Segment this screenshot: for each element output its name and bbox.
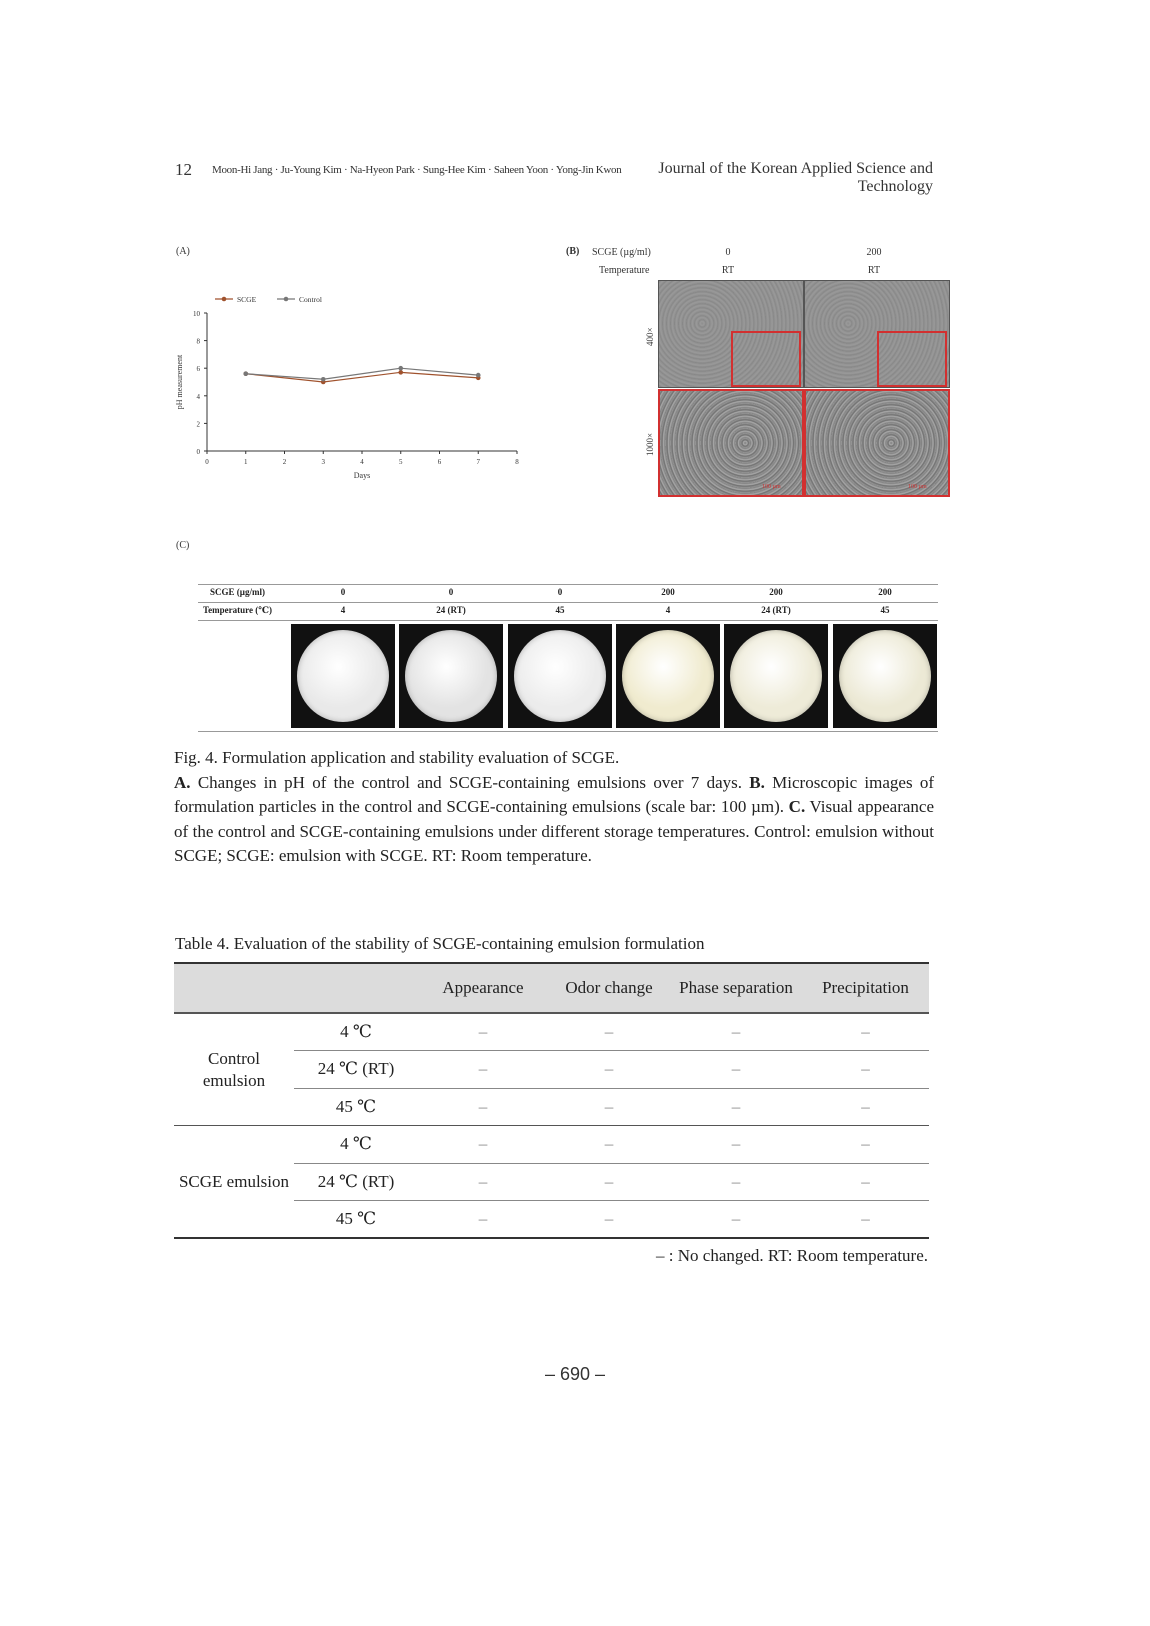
panel-c-temp-1: 24 (RT) [436,605,466,615]
y-tick-label: 10 [193,310,200,318]
micro-image-control-400x [658,280,804,388]
micro-image-scge-1000x [804,389,950,497]
panel-b-label: (B) [566,246,580,257]
y-axis-label: pH measurement [175,354,184,410]
journal-title: Journal of the Korean Applied Science and Technology [658,160,933,195]
result-cell: – [731,1022,741,1041]
x-tick-label: 1 [244,458,248,466]
author-line: Moon-Hi Jang · Ju-Young Kim · Na-Hyeon Park · Sung-Hee Kim · Saheen Yoon · Yong-Jin Kwon [212,164,622,176]
result-cell: – [731,1059,741,1079]
y-tick-label: 0 [196,448,200,456]
col-header-phase: Phase separation [679,978,793,997]
legend-label: Control [299,295,322,304]
panel-c-temp-label: Temperature (℃) [203,605,273,615]
panel-c-temp-3: 4 [665,605,671,615]
result-cell: – [478,1022,488,1041]
data-point-control [321,377,326,382]
data-point-control [476,373,481,378]
table4-title: Table 4. Evaluation of the stability of SCGE-containing emulsion formulation [175,934,705,953]
y-tick-label: 2 [196,420,200,429]
panel-b-temp-200: RT [867,265,881,276]
result-cell: – [861,1096,870,1116]
emulsion-dish [297,630,389,722]
panel-c-conc-1: 0 [448,587,454,597]
panel-c-temp-5: 45 [880,605,890,615]
legend-marker [222,297,227,302]
data-point-control [398,366,403,371]
result-cell: – [731,1096,741,1116]
panel-c-conc-4: 200 [769,587,783,597]
emulsion-dish [514,630,606,722]
data-point-control [243,371,248,376]
scale-bar-label: 100 µm [908,484,927,490]
emulsion-photo-1 [399,624,503,728]
result-cell: – [478,1209,488,1228]
emulsion-dish [622,630,714,722]
col-header-precipitation: Precipitation [822,978,909,997]
figure-caption-title: Fig. 4. Formulation application and stability evaluation of SCGE. [174,748,620,767]
legend-label: SCGE [237,295,257,304]
table-row [174,1013,929,1051]
figure-caption [174,746,934,869]
y-tick-label: 4 [196,392,200,401]
result-cell: – [604,1096,614,1116]
page-number: 12 [175,160,192,179]
panel-c-temp-4: 24 (RT) [761,605,791,615]
zoom-inset [731,331,801,387]
emulsion-photo-2 [508,624,612,728]
temperature-cell: 24 ℃ (RT) [317,1059,395,1079]
result-cell: – [861,1171,870,1191]
group-label: Control emulsion [174,1013,294,1126]
panel-c-conc-label: SCGE (µg/ml) [210,587,265,597]
emulsion-photo-5 [833,624,937,728]
panel-b-conc-200: 200 [866,247,882,258]
result-cell: – [478,1134,488,1154]
emulsion-dish [405,630,497,722]
x-tick-label: 0 [205,458,209,466]
result-cell: – [478,1096,488,1116]
result-cell: – [604,1171,614,1191]
result-cell: – [478,1059,488,1079]
panel-b-conc-label: SCGE (µg/ml) [592,247,651,258]
result-cell: – [604,1209,614,1228]
x-axis-label: Days [353,471,371,480]
micro-image-control-1000x [658,389,804,497]
scale-bar-label: 100 µm [762,484,781,490]
page-footer: – 690 – [544,1364,606,1384]
x-tick-label: 8 [515,458,519,466]
x-tick-label: 2 [282,458,287,466]
col-header-appearance: Appearance [442,978,524,997]
caption-a-text: Changes in pH of the control and SCGE-containing emulsions over 7 days. [197,772,742,792]
emulsion-dish [730,630,822,722]
caption-a-label: A. [174,772,191,792]
result-cell: – [861,1059,870,1079]
temperature-cell: 45 ℃ [335,1096,377,1116]
emulsion-dish [839,630,931,722]
result-cell: – [731,1209,741,1228]
result-cell: – [861,1022,870,1041]
emulsion-photo-3 [616,624,720,728]
panel-c-temp-2: 45 [555,605,565,615]
panel-b-temp-label: Temperature [599,265,650,276]
y-tick-label: 6 [196,365,200,374]
table4 [174,962,929,1239]
mag-1000-label: 1000× [645,432,655,456]
result-cell: – [731,1171,741,1191]
panel-c-temp-0: 4 [340,605,346,615]
panel-c-conc-2: 0 [557,587,563,597]
x-tick-label: 6 [437,458,442,466]
x-tick-label: 7 [476,458,480,466]
zoom-inset [877,331,947,387]
emulsion-photo-0 [291,624,395,728]
ph-line-chart [170,285,540,490]
caption-b-label: B. [749,772,765,792]
result-cell: – [731,1134,741,1154]
mag-400-label: 400× [645,327,655,346]
result-cell: – [604,1134,614,1154]
table-row [174,1126,929,1164]
panel-c-conc-3: 200 [661,587,675,597]
y-tick-label: 8 [196,337,200,346]
data-point-scge [398,370,403,375]
x-tick-label: 4 [360,458,364,466]
temperature-cell: 4 ℃ [340,1022,372,1041]
group-label: SCGE emulsion [174,1126,294,1239]
col-header-odor: Odor change [565,978,653,997]
result-cell: – [861,1209,870,1228]
temperature-cell: 24 ℃ (RT) [317,1171,395,1191]
panel-a-label: (A) [176,246,190,257]
caption-c-label: C. [788,797,806,816]
legend-marker [284,297,289,302]
temperature-cell: 45 ℃ [335,1209,377,1228]
x-tick-label: 3 [321,458,325,466]
panel-b-temp-0: RT [721,265,735,276]
panel-c-conc-5: 200 [878,587,892,597]
panel-c-conc-0: 0 [340,587,346,597]
panel-b-conc-0: 0 [725,247,731,258]
panel-c-label: (C) [176,540,190,551]
result-cell: – [478,1171,488,1191]
caption-c-text: Visual appearance of the control and SCGE-containing emulsions under different storage temperatures. Control: emulsion without SCGE; SCGE: emulsion with SCGE. RT: Room temperature. [174,797,934,865]
caption-b-text: Microscopic images of formulation particles in the control and SCGE-containing emulsions (scale bar: 100 µm). [174,772,935,816]
emulsion-photo-4 [724,624,828,728]
result-cell: – [861,1134,870,1154]
table4-footnote: – : No changed. RT: Room temperature. [656,1246,928,1265]
result-cell: – [604,1059,614,1079]
micro-image-scge-400x [804,280,950,388]
x-tick-label: 5 [399,458,403,466]
result-cell: – [604,1022,614,1041]
temperature-cell: 4 ℃ [340,1134,372,1154]
